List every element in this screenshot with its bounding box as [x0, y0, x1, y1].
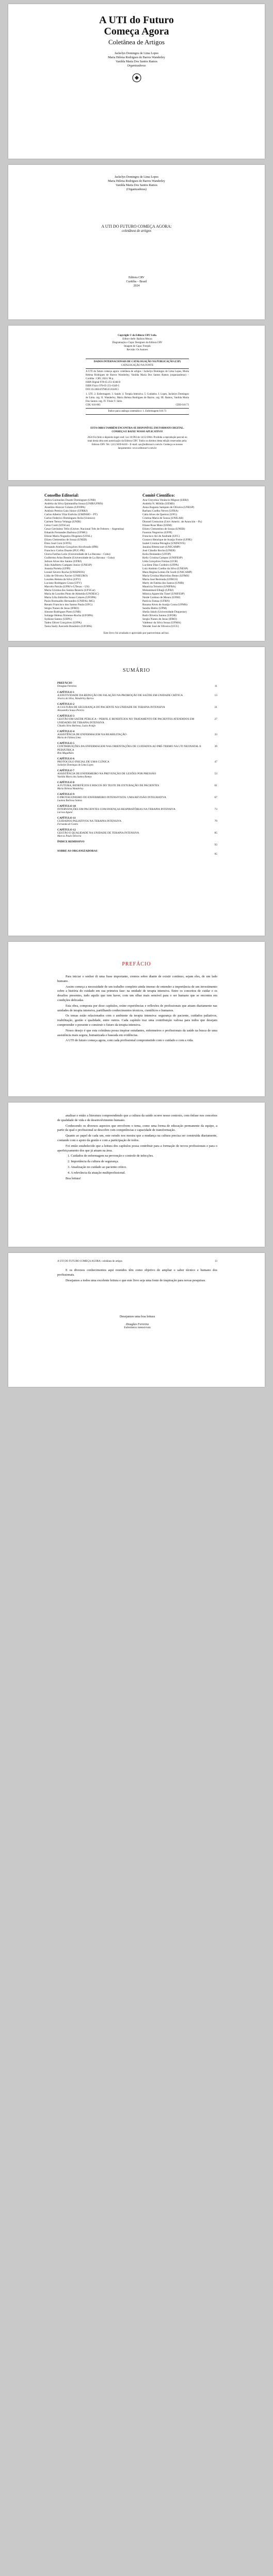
toc-entry-authors: Rita Magalhães [57, 752, 74, 755]
toc-entry-row [57, 745, 217, 752]
title-page [8, 165, 265, 319]
continuation-closing: Boa leitura! [66, 1176, 81, 1180]
toc-entry-page: 85 [214, 832, 217, 835]
cover-subtitle: Coletânea de Artigos [108, 38, 165, 46]
continuation-list-item: 1. Cuidados de enfermagem na prevenção e controle de infecções. [68, 1154, 154, 1158]
toc-entry-row [57, 706, 217, 709]
board-member: Cesar Gerónimo Tello (Univer. Nacional Três de Febrero – Argentina) [44, 528, 124, 531]
last-paragraph: Desejamos a todos uma excelente leitura e que este livro seja uma fonte de inspiração para novas pesquisas. [66, 1278, 206, 1282]
board-member: Tadeu Oliver Gonçalves (UFPA) [44, 621, 82, 624]
cip-cdd: CDD 610.73 [175, 404, 189, 406]
toc-list [57, 679, 217, 856]
toc-entry-head: CAPÍTULO 3 [57, 715, 75, 718]
last-paragraph: E os diversos conhecimentos aqui reunidos têm como objetivo de ampliar o saber técnico e humano dos profissionais. [57, 1268, 217, 1277]
board-right-title: Comitê Científico: [142, 493, 175, 498]
cip-catalog: Índice para catálogo sistemático: 1. Enfermagem 610.73 [108, 410, 167, 413]
copyright-line: Imagem de Capa: Freepik [124, 345, 151, 348]
board-member: Cristina Maria de Souza (UNILAB) [142, 517, 184, 520]
toc-entry-title: A EFETIVIDADE DA REDUÇÃO DE FALAÇÃO NA PROMOÇÃO DE SAÚDE EM UNIDADE CRÍTICA [57, 694, 183, 697]
board-member: Celso Conti (UFSCar) [44, 524, 70, 527]
last-page [8, 1253, 265, 1387]
title-author: Jackelyn Domingos de Lima Lopes [115, 176, 158, 179]
rights-text: 2024 Foi feito o depósito legal conf. Lei 10.994 de 14/12/2004. Proibida a reprodução parcial ou total desta obra sem autorização da Editora CRV. Todos os direitos desta edição reservados pela: Editora CRV. Tel.: (41) 3039-6418 – E-mail: sac@editoracrv.com.br. Conheça os nossos lançamentos: www.editoracrv.com.br [87, 436, 187, 450]
board-member: Fauston Negreiros (UFPI) [142, 531, 172, 534]
toc-entry-head: PREFÁCIO [57, 682, 72, 685]
board-member: Francisco Ari de Andrade (UFC) [142, 535, 180, 538]
toc-entry-row [57, 820, 217, 823]
preface-paragraph: Esta obra, composta por doze capítulos, reúne experiências e reflexões de profissionais que atuam diariamente nas unidades de terapia intensiva, partilhando conhecimentos técnicos, científicos e humanos. [57, 1004, 217, 1012]
board-member: Lídia de Oliveira Xavier (UNIEURO) [44, 574, 88, 578]
title-subtitle: coletânea de artigos [121, 229, 152, 233]
board-member: Sérgio Nunes de Jesus (IFRO) [44, 607, 79, 610]
toc-entry-page: 67 [214, 796, 217, 799]
board-right-list [142, 499, 233, 629]
title-city: Curitiba – Brasil [126, 280, 147, 283]
toc-entry-authors: Jackelyn Domingos de Lima Lopes [57, 764, 93, 767]
toc-entry-page: 47 [214, 760, 217, 764]
cover-title-line2: Começa Agora [104, 26, 169, 37]
board-member: Antônio Pereira Gaio Júnior (UFRRJ) [44, 510, 88, 513]
toc-entry-row [57, 718, 217, 725]
cover-organizer: Maria Helena Rodrigues de Barros Wanderley [108, 56, 165, 59]
board-member: Valdenor da Silva Sousa (UFMA) [142, 621, 181, 624]
board-member: Sergio Nunes de Jesus (IFRO) [142, 618, 177, 621]
cover-title-line1: A UTI do Futuro [99, 14, 174, 26]
board-member: Lucilene Dias Cordeiro (UFPA) [142, 564, 179, 567]
board-member: Ana Chrystina Venâncio Mignot (UERJ) [142, 499, 189, 502]
toc-entry-title: PROTOCOLO INICIAL DE UMA CLÍNICA [57, 760, 109, 764]
board-member: Carlos Federico Dominguez Avila (Unieuro) [44, 517, 95, 520]
toc-entry-authors: Vanilda Maria dos Santos Ramos [57, 776, 92, 778]
board-member: Cátia Alves de Queiroz (UFG) [142, 513, 178, 516]
toc-entry-title: INTERVENÇÕES EM PACIENTES COM DOENÇAS RESPIRATÓRIAS NA TERAPIA INTENSIVA [57, 808, 175, 811]
board-member: Lêda Gonçalves Freitas (UCB) [142, 560, 178, 563]
toc-entry-title: A CULTURA DE SEGURANÇA DO PACIENTE NA UNIDADE DE TERAPIA INTENSIVA [57, 706, 165, 709]
cover-organizer: Vanilda Maria Dos Santos Ramos [116, 60, 157, 63]
continuation-list-item: 2. Importância da cultura de segurança. [68, 1160, 119, 1164]
board-member: Eliane Rose Maio (UEM) [142, 524, 172, 527]
toc-entry-head: ÍNDICE REMISSIVO [57, 840, 85, 843]
title-author: Maria Helena Rodrigues de Barros Wanderley [108, 180, 165, 183]
board-member: Luiz Antônio Coelho da Silva (UNESP) [142, 567, 188, 570]
board-member: Marly de Fatima dos Santos (UNIR) [142, 582, 184, 585]
board-member: Mara Regina Lemes De Sordi (UNICAMP) [142, 571, 192, 574]
title-year: 2024 [133, 284, 140, 287]
toc-entry-authors: Fernanda de Castro [57, 823, 78, 826]
cip-block [86, 358, 189, 416]
toc-entry-head: CAPÍTULO 12 [57, 828, 76, 832]
toc-entry-head: CAPÍTULO 7 [57, 769, 75, 772]
board-member: João Adalberto Campato Junior (UNESP) [44, 564, 92, 567]
board-member: Élsio José Corá (UFFS) [44, 542, 72, 545]
toc-entry-title: ASSISTÊNCIA DE ENFERMAGEM NA REABILITAÇÃO [57, 733, 127, 736]
toc-entry-page: 39 [214, 745, 217, 748]
toc-entry-row [57, 685, 217, 688]
board-member: Carlos Alberto Vilar Estêvão (UMINHO – PT) [44, 513, 98, 516]
cip-header: DADOS INTERNACIONAIS DE CATALOGAÇÃO NA PUBLICAÇÃO (CIP) [93, 361, 181, 363]
toc-entry-row [57, 808, 217, 811]
board-member: Carmen Tereza Velanga (UNIR) [44, 520, 81, 523]
title-organizers-label: (Organizadoras) [126, 188, 147, 191]
cover-organizer: Jackelyn Domingos de Lima Lopes [115, 52, 158, 55]
toc-entry-page: 79 [214, 820, 217, 823]
title-publisher: Editora CRV [128, 276, 145, 279]
toc-entry-title: CUIDADOS PALIATIVOS NA TERAPIA INTENSIVA [57, 820, 122, 823]
toc-entry-page: 33 [214, 733, 217, 736]
continuation-paragraph: analisar e então a literatura compreendendo que a cultura da saúde ocorre nesse contexto, com ênfase nos conceitos de qualidade de vida e de desenvolvimento humano. [57, 1114, 217, 1122]
board-member: Maurícia Teixeira (UNIFRA) [142, 585, 176, 588]
continuation-list-item: 3. Atualização no cuidado ao paciente crítico. [68, 1165, 127, 1169]
toc-entry-title: A FUTURA, BENEFÍCIOS E RISCOS DO TESTE DE EXTUBAÇÃO DE PACIENTES [57, 784, 159, 787]
board-member: Solange Helena Ximenes-Rocha (UFOPA) [44, 614, 93, 617]
board-member: Elizeu Clementino de Souza (UNEB) [44, 538, 87, 541]
continuation-body [57, 1114, 217, 1182]
toc-entry-authors: Marcos Paulo Oliveira [57, 835, 82, 838]
board-member: Kelly Cristina Campos (UNIFESP) [142, 556, 183, 560]
toc-entry-page: 11 [214, 685, 217, 688]
crv-logo-icon [132, 73, 141, 82]
board-note: Este livro foi avaliado e aprovado por pareceristas ad hoc. [103, 632, 170, 635]
last-body [57, 1268, 217, 1284]
toc-entry-head: SOBRE AS ORGANIZADORAS [57, 850, 98, 853]
board-member: Aldira Guimarães Duarte Domínguez (UNB) [44, 499, 96, 502]
cip-body: A UTI do futuro começa agora: coletânea de artigos / Jackelyn Domingos de Lima Lopes, Maria Helena Rodrigues de Barros Wanderley, Vanilda Maria Dos Santos Ramos (organizadoras) – Curitiba : CRV, 2024. 98 p. [86, 370, 189, 380]
cip-sub: CATALOGAÇÃO NA FONTE [121, 364, 154, 367]
continuation-list-item: 4. A relevância da atuação multiprofissional. [68, 1171, 126, 1175]
toc-entry-title: CONTRIBUIÇÕES DA ENFERMAGEM NAS ORIENTAÇÕES DE CUIDADOS AO PRÉ-TERMO NA UTI NEONATAL E PEDIÁTRICA [57, 745, 201, 752]
board-member: Elione Maria Nogueira Diogenes (UFAL) [44, 535, 92, 538]
board-member: Diosnel Centurion (Univ Americ. de Asunción – Py) [142, 520, 202, 523]
toc-entry-page: 27 [214, 718, 217, 721]
toc-entry-title: O PROTAGONISMO DO ENFERMEIRO INTENSIVISTA: UMA REVISÃO INTEGRATIVA [57, 796, 166, 799]
board-member: Josania Portela (UFPI) [44, 567, 71, 570]
board-member: Janaína Bittencourt (UNICAMP) [142, 546, 181, 549]
board-member: Maria Cristina dos Santos Bezerra (UFSCar) [44, 589, 95, 592]
board-member: Keila Deslandes (UFOP) [142, 553, 171, 556]
board-member: Guillermo Arias Beatón (Universidade de La Havana – Cuba) [44, 556, 115, 560]
toc-entry-authors: Luanna Barbosa Santos [57, 800, 83, 802]
board-member: Renato Francisco dos Santos Paula (UFG) [44, 603, 93, 606]
cip-subjects: 1. UTI. 2. Enfermagem. 3. Saúde. 4. Terapia Intensiva. 5. Cuidados. I. Lopes, Jackelyn Domingos de Lima. org. II. Wanderley, Maria Helena Rodrigues de Barros. org. III. Ramos, Vanilda Maria Dos Santos. org. IV. Título V. Série. [86, 393, 189, 403]
board-member: Fernando Antônio Gonçalves Alcoforado (IPB) [44, 546, 99, 549]
board-member: Mônica Aparecida Tonel (UNIFESP) [142, 592, 185, 596]
title-main: A UTI DO FUTURO COMEÇA AGORA: [101, 224, 172, 229]
cip-cdu: CDU 616-083 [86, 404, 101, 406]
toc-entry-head: CAPÍTULO 9 [57, 793, 75, 796]
continuation-paragraph: Conhecendo os diversos aspectos que envolvem o tema, como uma forma de educação permanente da equipe, a partir da qual o profissional se descobre com competências e capacidade de transformação. [57, 1124, 217, 1132]
toc-page [8, 647, 265, 936]
board-member: Paulo Romualdo Hernandes (UNIFAL-MG) [44, 600, 95, 603]
continuation-paragraph: Quanto ao papel de cada um, este estudo nos mostra que a mudança na cultura precisa ser construída diariamente, contando com o apoio da gestão e com a participação de todos. [57, 1134, 217, 1142]
board-member: Maria de Lourdes Pinto de Almeida (UNOESC) [44, 592, 99, 596]
board-member: Luciano Rodrigues Costa (UFV) [44, 582, 82, 585]
toc-entry-authors: Larissa Aguiar [57, 811, 73, 814]
board-member: Sheila Jakob (Universidade Duquesne) [142, 611, 187, 614]
preface-paragraph: Os temas estão relacionados com o ambiente da terapia intensiva: segurança do paciente, cuidados paliativos, reabilitação, gestão e qualidade, entre outros. Cada capítulo traz uma contribuição valiosa para todos que desejam compreender o presente e construir o futuro da terapia intensiva. [57, 1014, 217, 1027]
toc-entry-head: CAPÍTULO 1 [57, 691, 75, 694]
toc-entry-page: 21 [214, 706, 217, 709]
board-member: Tania Suely Azevedo Brasileiro (UFOPA) [44, 625, 92, 628]
copyright-line: Diagramação e Capa: Designers da Editora CRV [112, 342, 163, 344]
isbn-note: ESTA OBRA TAMBÉM ENCONTRA-SE DISPONÍVEL EM FORMATO DIGITAL. CONHEÇA E BAIXE NOSSO APLICATIVO! [90, 427, 184, 433]
toc-entry-page: 53 [214, 772, 217, 775]
board-left-list [44, 499, 135, 629]
toc-entry-page: 93 [214, 843, 217, 846]
board-member: Elizeu Clementino de Souza (UNEB) [142, 528, 185, 531]
signature: Douglas Ferreira [125, 1322, 149, 1326]
cover-organizers-label: Organizadoras [127, 64, 146, 67]
board-member: Gustavo Henrique de Araújo Freire (UFPE) [142, 538, 192, 541]
signature-role: Enfermeiro intensivista [124, 1326, 151, 1329]
toc-entry-title [57, 843, 208, 847]
board-member: Mohammed Elhajji (UFRJ) [142, 589, 174, 592]
toc-title: SUMÁRIO [122, 668, 151, 673]
toc-entry-row [57, 843, 217, 847]
toc-entry-row [57, 796, 217, 800]
board-member: Maria Cristina Marcelino Bento (UFMS) [142, 574, 189, 578]
toc-entry-page: 61 [214, 784, 217, 787]
board-member: Leonel Severo Rocha (UNISINOS) [44, 571, 85, 574]
board-member: Maria José Bermuda (UFRGS) [142, 578, 178, 581]
toc-entry-head: CAPÍTULO 5 [57, 742, 75, 745]
copyright-line: Copyright © da Editora CRV Ltda. [118, 334, 157, 337]
toc-entry-head: CAPÍTULO 8 [57, 781, 75, 784]
preface-paragraph: A UTI do futuro começa agora, com cada profissional comprometido com o cuidado e com a vida. [66, 1039, 194, 1043]
board-member: Eduardo Fernandes Barbosa (UFMG) [44, 531, 87, 534]
toc-entry-page: 95 [214, 853, 217, 856]
copyright-line: Revisão: Os Autores [126, 349, 148, 351]
board-member: Andréia N. Militão (UEMS) [142, 502, 175, 505]
board-member: Anna Augusta Sampaio de Oliveira (UNESP) [142, 506, 195, 509]
toc-entry-row [57, 760, 217, 764]
board-member: Gloria Fariñas León (Universidade de La Havana – Cuba) [44, 553, 110, 556]
cip-isbn: ISBN Digital 978-65-251-6348-8 [86, 381, 120, 384]
preface-paragraph: Para iniciar o senhor di uma frase importante, cremos sobre diante de existir contínuo, sejam eles, de um lado humano. [57, 975, 217, 983]
board-member: Patrícia Tomaz (UFRN) [142, 600, 170, 603]
board-member: Andréia da Silva Quintanilha Sousa (UNIR/UFRN) [44, 502, 103, 505]
toc-entry-row [57, 784, 217, 788]
cover-page [8, 4, 265, 159]
toc-entry-row [57, 733, 217, 737]
toc-entry-authors: Alessandra Sousa Pereira [57, 709, 85, 712]
board-member: Simone Rodrigues Pinto (UNB) [44, 611, 81, 614]
toc-entry-page: 13 [214, 694, 217, 697]
toc-entry-head: CAPÍTULO 10 [57, 805, 76, 808]
cip-doi: DOI 10.24824/978652516349.5 [86, 388, 119, 391]
preface-title: PREFÁCIO [122, 961, 151, 967]
toc-entry-row [57, 694, 217, 698]
board-member: Anselmo Alencar Colares (UFOPA) [44, 506, 86, 509]
board-member: Sydione Santos (UEPG) [44, 618, 72, 621]
board-page [8, 486, 265, 641]
toc-entry-row [57, 853, 217, 856]
continuation-page [8, 1103, 265, 1247]
board-left-title: Conselho Editorial: [44, 493, 79, 498]
board-member: Wender José de Oliveira (UCG) [142, 625, 179, 628]
toc-entry-row [57, 832, 217, 835]
preface-paragraph: Assim começa a necessidade de um trabalho completo ainda imenso de entender a importância de um investimento sobre a história do cuidado em sua primeira fase: na unidade de terapia intensiva. Entre os conceitos de cuidar e os desafios presentes, tudo aquilo que tem haver, com um olhar mais sensível para o ser humano que se encontra em condições delicadas. [57, 985, 217, 1002]
preface-page [8, 942, 265, 1096]
toc-entry-title: ASSISTÊNCIA DE ENFERMEIRO NA PREVENÇÃO DE LESÕES POR PRESSÃO [57, 772, 156, 775]
board-member: Maria Lília Imbiriba Sousa Colares (UFOPA) [44, 596, 97, 599]
toc-entry-title [57, 853, 208, 856]
toc-entry-head: CAPÍTULO 6 [57, 757, 75, 760]
title-author: Vanilda Maria Dos Santos Ramos [116, 184, 157, 187]
board-member: Rosana Alves de Araújo Costa (UFMS) [142, 603, 187, 606]
toc-entry-authors: Cláudia Silva Barbosa, Luzia Araújo [57, 725, 96, 727]
board-member: Sandra Bettio (UPM) [142, 607, 167, 610]
running-header: A UTI DO FUTURO COMEÇA AGORA: coletânea de artigos [57, 1260, 123, 1263]
toc-entry-head: CAPÍTULO 4 [57, 730, 75, 733]
copyright-page [8, 326, 265, 480]
board-member: Barbara Coelho Neves (UFBA) [142, 510, 179, 513]
sign-off: Desejamos uma boa leitura [119, 1315, 155, 1318]
toc-entry-title: Douglas Ferreira [57, 685, 77, 688]
toc-entry-row [57, 772, 217, 776]
toc-entry-head: CAPÍTULO 11 [57, 817, 76, 820]
preface-body [57, 975, 217, 1044]
toc-entry-authors: Maria de Fátima Lima [57, 737, 81, 739]
toc-entry-title: GESTÃO EM SAÚDE PÚBLICA – PERFIL E BENEFÍCIOS NO TRATAMENTO DE PACIENTES ATENDIDOS EM UNIDADES DE TERAPIA INTENSIVA [57, 718, 195, 724]
board-member: Ruth Oliveira Santos (UFOB) [142, 614, 176, 617]
toc-entry-authors: Maria Helena Wanderley [57, 788, 84, 790]
board-member: Neide Cardoso de Moura (UFRJ) [142, 596, 181, 599]
cip-isbn: ISBN Físico 978-65-251-6349-5 [86, 385, 120, 387]
board-member: Francisco Carlos Duarte (PUC-PR) [44, 549, 85, 552]
board-member: Lourdes Helena da Silva (UFV) [44, 578, 81, 581]
page-number: 13 [215, 1260, 217, 1263]
toc-entry-title: GESTÃO E QUALIDADE NA UNIDADE DE TERAPIA INTENSIVA [57, 832, 139, 835]
board-member: José Cláudio Rocha (UNEB) [142, 549, 175, 552]
board-member: Izabel Cristina Petraglia (UNINOVE) [142, 542, 186, 545]
toc-entry-page: 73 [214, 808, 217, 811]
copyright-line: Editor-chefe: Railson Moura [122, 338, 152, 341]
board-member: Marcelo Paixão (UFRJ e UTexas – US) [44, 585, 89, 588]
board-member: Jailson Alves dos Santos (UFRJ) [44, 560, 82, 563]
continuation-paragraph: Foi então estabelecido que a leitura dos capítulos possa contribuir para a formação de novos profissionais e para o aperfeiçoamento dos que já atuam na área. [57, 1144, 217, 1153]
preface-paragraph: Nosso desejo é que esta coletânea possa inspirar estudantes, enfermeiros e profissionais da saúde na busca de uma assistência mais segura, humanizada e baseada em evidências. [57, 1028, 217, 1037]
toc-entry-authors: Jéssica da Silva, Wanderley Barros [57, 698, 94, 700]
toc-entry-head: CAPÍTULO 2 [57, 703, 75, 706]
